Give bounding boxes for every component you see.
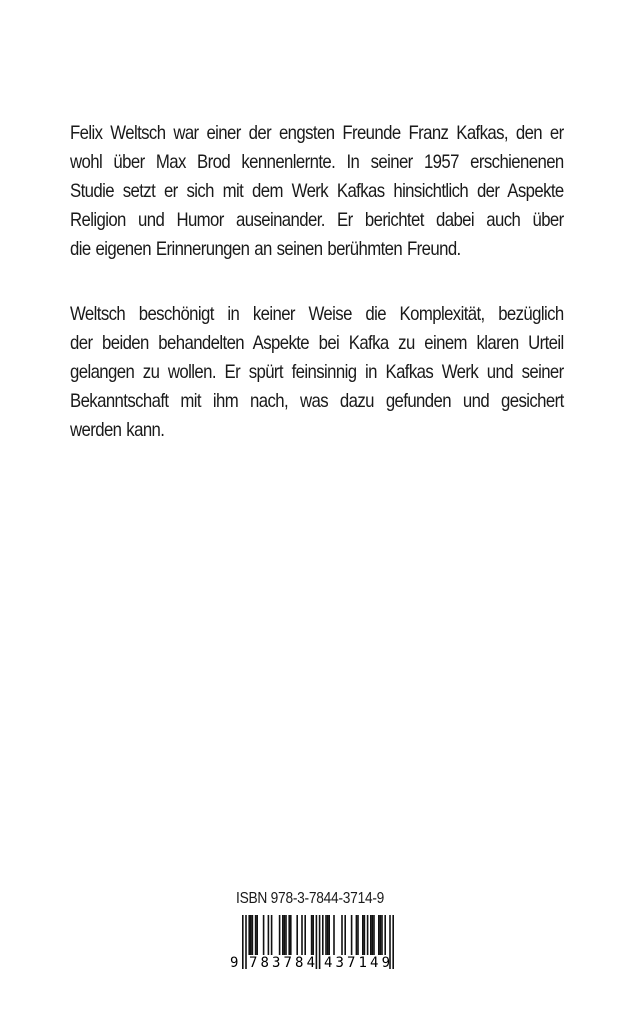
barcode-bar <box>356 915 358 955</box>
barcode-bar <box>250 915 252 955</box>
barcode-guard-bar <box>316 915 318 969</box>
text-line: wohl über Max Brod kennenlernte. In seiner 1957 erschienenen <box>70 151 564 173</box>
barcode-bar <box>372 915 374 955</box>
text-line: Felix Weltsch war einer der engsten Freunde Franz Kafkas, den er <box>70 122 564 144</box>
barcode-bar <box>357 915 359 955</box>
barcode-first-digit: 9 <box>230 955 239 971</box>
text-line: Bekanntschaft mit ihm nach, was dazu gefunden und gesichert <box>70 390 564 412</box>
text-line: Studie setzt er sich mit dem Werk Kafkas hinsichtlich der Aspekte <box>70 180 564 202</box>
barcode-bar <box>290 915 292 955</box>
barcode-bar <box>296 915 298 955</box>
text-line: Weltsch beschönigt in keiner Weise die Komplexität, bezüglich <box>70 303 564 325</box>
barcode-bar <box>279 915 281 955</box>
barcode-bar <box>333 915 335 955</box>
text-line: der beiden behandelten Aspekte bei Kafka zu einem klaren Urteil <box>70 332 564 354</box>
barcode-bar <box>248 915 250 955</box>
barcode-bar <box>271 915 273 955</box>
barcode-bar <box>311 915 313 955</box>
blurb-paragraph-1 <box>70 119 564 264</box>
barcode-bar <box>282 915 284 955</box>
ean13-barcode <box>228 915 408 975</box>
barcode-bar <box>373 915 375 955</box>
barcode-bar <box>327 915 329 955</box>
barcode-guard-bar <box>245 915 247 969</box>
barcode-guard-bar <box>319 915 321 969</box>
barcode-bar <box>328 915 330 955</box>
barcode-bar <box>256 915 258 955</box>
barcode-bar <box>301 915 303 955</box>
barcode-bar <box>341 915 343 955</box>
barcode-bar <box>367 915 369 955</box>
barcode-bar <box>285 915 287 955</box>
barcode-bar <box>362 915 364 955</box>
barcode-right-digits: 437149 <box>324 955 390 971</box>
barcode-bar <box>344 915 346 955</box>
text-line: werden kann. <box>70 419 165 441</box>
barcode-bar <box>255 915 257 955</box>
barcode-bar <box>351 915 353 955</box>
barcode-bar <box>252 915 254 955</box>
blurb-paragraph-2 <box>70 300 564 445</box>
barcode-bar <box>384 915 386 955</box>
barcode-bar <box>380 915 382 955</box>
barcode-bar <box>263 915 265 955</box>
barcode-bar <box>370 915 372 955</box>
barcode-bar <box>284 915 286 955</box>
barcode-bar <box>322 915 324 955</box>
barcode-bar <box>378 915 380 955</box>
barcode-bar <box>325 915 327 955</box>
isbn-label: ISBN 978-3-7844-3714-9 <box>236 890 385 907</box>
text-line: Religion und Humor auseinander. Er berichtet dabei auch über <box>70 209 564 231</box>
barcode-bar <box>288 915 290 955</box>
barcode-bar <box>268 915 270 955</box>
barcode-bar <box>304 915 306 955</box>
barcode-left-digits: 783784 <box>249 955 315 971</box>
text-line: gelangen zu wollen. Er spürt feinsinnig in Kafkas Werk und seiner <box>70 361 564 383</box>
barcode-bar <box>312 915 314 955</box>
text-line: die eigenen Erinnerungen an seinen berühmten Freund. <box>70 238 461 260</box>
barcode-bar <box>364 915 366 955</box>
barcode-guard-bar <box>242 915 244 969</box>
barcode-bar <box>381 915 383 955</box>
barcode-guard-bar <box>392 915 394 969</box>
